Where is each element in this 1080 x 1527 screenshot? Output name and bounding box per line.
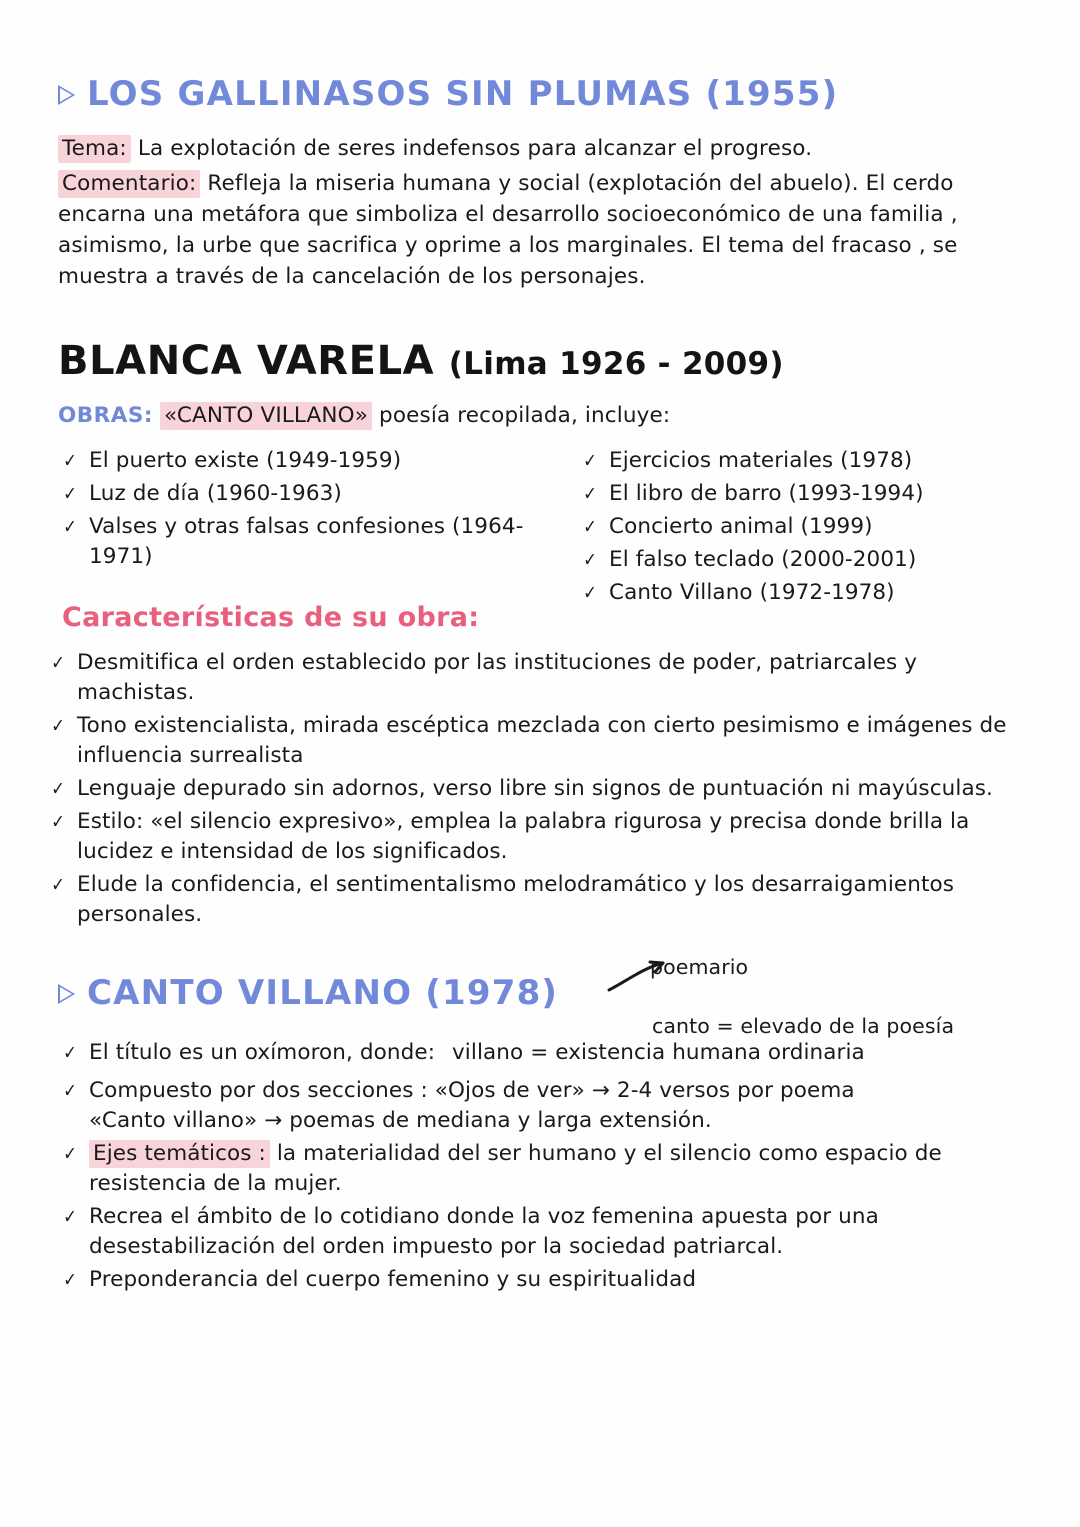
check-icon: ✓ (63, 450, 77, 472)
caracteristica-text: Estilo: «el silencio expresivo», emplea la palabra rigurosa y precisa donde brilla la lucidez e intensidad de los significados. (77, 809, 970, 864)
caracteristica-text: Lenguaje depurado sin adornos, verso libre sin signos de puntuación ni mayúsculas. (77, 776, 993, 801)
obras-label: OBRAS: (58, 403, 153, 428)
oximoron-intro-text: El título es un oxímoron, donde: (89, 1040, 436, 1065)
comentario-label: Comentario: (58, 170, 200, 198)
list-item (50, 711, 1025, 771)
obras-column-right (582, 446, 1022, 611)
canto-bullets (62, 1076, 1037, 1298)
canto-heading-flex (58, 975, 558, 1012)
ejes-block (89, 1139, 1037, 1199)
check-icon: ✓ (51, 715, 65, 737)
varela-heading-name: BLANCA VARELA (58, 338, 435, 384)
check-icon: ✓ (63, 516, 77, 538)
check-icon: ✓ (63, 1269, 77, 1291)
recrea-text: Recrea el ámbito de lo cotidiano donde la voz femenina apuesta por una desestabilización del orden impuesto por la sociedad patriarcal. (89, 1204, 879, 1259)
ejes-label: Ejes temáticos : (89, 1140, 270, 1168)
obras-list-left (62, 446, 582, 572)
list-item (50, 648, 1025, 708)
obras-columns (62, 446, 1022, 611)
canto-villano-heading-row (58, 975, 558, 1012)
list-item (582, 446, 1022, 476)
list-item (62, 446, 582, 476)
varela-heading (58, 340, 784, 382)
gallinasos-heading-text: LOS GALLINASOS SIN PLUMAS (1955) (87, 74, 839, 114)
list-item (50, 774, 1025, 804)
oximoron-list (62, 1038, 1037, 1068)
check-icon: ✓ (583, 549, 597, 571)
tema-label: Tema: (58, 135, 131, 163)
canto-bullet-list (62, 1076, 1037, 1295)
gallinasos-tema-line (58, 133, 1023, 164)
caracteristica-text: Elude la confidencia, el sentimentalismo melodramático y los desarraigamientos personales. (77, 872, 955, 927)
list-item (62, 1265, 1037, 1295)
caracteristicas-list-wrap (50, 648, 1025, 933)
caracteristica-text: Tono existencialista, mirada escéptica mezclada con cierto pesimismo e imágenes de influencia surrealista (77, 713, 1007, 768)
list-item (582, 578, 1022, 608)
obras-highlight-title: «CANTO VILLANO» (160, 402, 372, 430)
check-icon: ✓ (63, 1206, 77, 1228)
check-icon: ✓ (583, 450, 597, 472)
obra-title: Canto Villano (1972-1978) (609, 580, 895, 605)
canto-heading-text: CANTO VILLANO (1978) (87, 973, 559, 1013)
check-icon: ✓ (583, 582, 597, 604)
check-icon: ✓ (51, 811, 65, 833)
list-item (50, 807, 1025, 867)
check-icon: ✓ (63, 1080, 77, 1102)
obra-title: Valses y otras falsas confesiones (1964-1971) (89, 514, 524, 569)
caracteristicas-list (50, 648, 1025, 930)
secciones-block (89, 1076, 1037, 1136)
obra-title: Luz de día (1960-1963) (89, 481, 342, 506)
check-icon: ✓ (63, 1042, 77, 1064)
list-item (62, 512, 582, 572)
gallinasos-comentario-block (58, 168, 1026, 292)
obra-title: Ejercicios materiales (1978) (609, 448, 913, 473)
list-item (582, 545, 1022, 575)
list-item (62, 1038, 1037, 1068)
obra-title: El libro de barro (1993-1994) (609, 481, 924, 506)
list-item (62, 1139, 1037, 1199)
check-icon: ✓ (63, 1143, 77, 1165)
oximoron-row (62, 1038, 1037, 1071)
check-icon: ✓ (583, 483, 597, 505)
check-icon: ✓ (583, 516, 597, 538)
obras-list-right (582, 446, 1022, 608)
list-item (62, 1076, 1037, 1136)
list-item (582, 479, 1022, 509)
check-icon: ✓ (51, 652, 65, 674)
section-gallinasos-heading (58, 76, 1018, 113)
preponderancia-text: Preponderancia del cuerpo femenino y su espiritualidad (89, 1267, 697, 1292)
list-item (582, 512, 1022, 542)
obras-line (58, 400, 1018, 431)
villano-equals-note: villano = existencia humana ordinaria (451, 1040, 865, 1065)
canto-equals-note: canto = elevado de la poesía (652, 1014, 955, 1038)
obras-column-left (62, 446, 582, 611)
check-icon: ✓ (51, 874, 65, 896)
check-icon: ✓ (51, 778, 65, 800)
list-item (50, 870, 1025, 930)
triangle-bullet-icon (58, 984, 75, 1004)
tema-text: La explotación de seres indefensos para alcanzar el progreso. (137, 136, 813, 161)
check-icon: ✓ (63, 483, 77, 505)
poemario-annotation: poemario (650, 955, 749, 979)
oximoron-line (89, 1038, 1037, 1068)
caracteristicas-heading: Características de su obra: (62, 602, 480, 633)
secciones-line-2: «Canto villano» → poemas de mediana y larga extensión. (89, 1108, 712, 1133)
ejes-text: la materialidad del ser humano y el silencio como espacio de resistencia de la mujer. (89, 1141, 942, 1196)
obras-rest-text: poesía recopilada, incluye: (379, 403, 671, 428)
caracteristica-text: Desmitifica el orden establecido por las instituciones de poder, patriarcales y machistas. (77, 650, 918, 705)
gallinasos-heading-row (58, 76, 1018, 113)
secciones-line-1: Compuesto por dos secciones : «Ojos de ver» → 2-4 versos por poema (89, 1078, 855, 1103)
triangle-bullet-icon (58, 85, 75, 105)
obra-title: El puerto existe (1949-1959) (89, 448, 402, 473)
list-item (62, 1202, 1037, 1262)
comentario-text: Refleja la miseria humana y social (explotación del abuelo). El cerdo encarna una metáfora que simboliza el desarrollo socioeconómico de una familia , asimismo, la urbe que sacrifica y oprime a los marginales. El tema del fracaso , se muestra a través de la cancelación de los personajes. (58, 171, 958, 289)
varela-heading-dates: (Lima 1926 - 2009) (448, 346, 784, 382)
obra-title: El falso teclado (2000-2001) (609, 547, 917, 572)
obra-title: Concierto animal (1999) (609, 514, 873, 539)
list-item (62, 479, 582, 509)
